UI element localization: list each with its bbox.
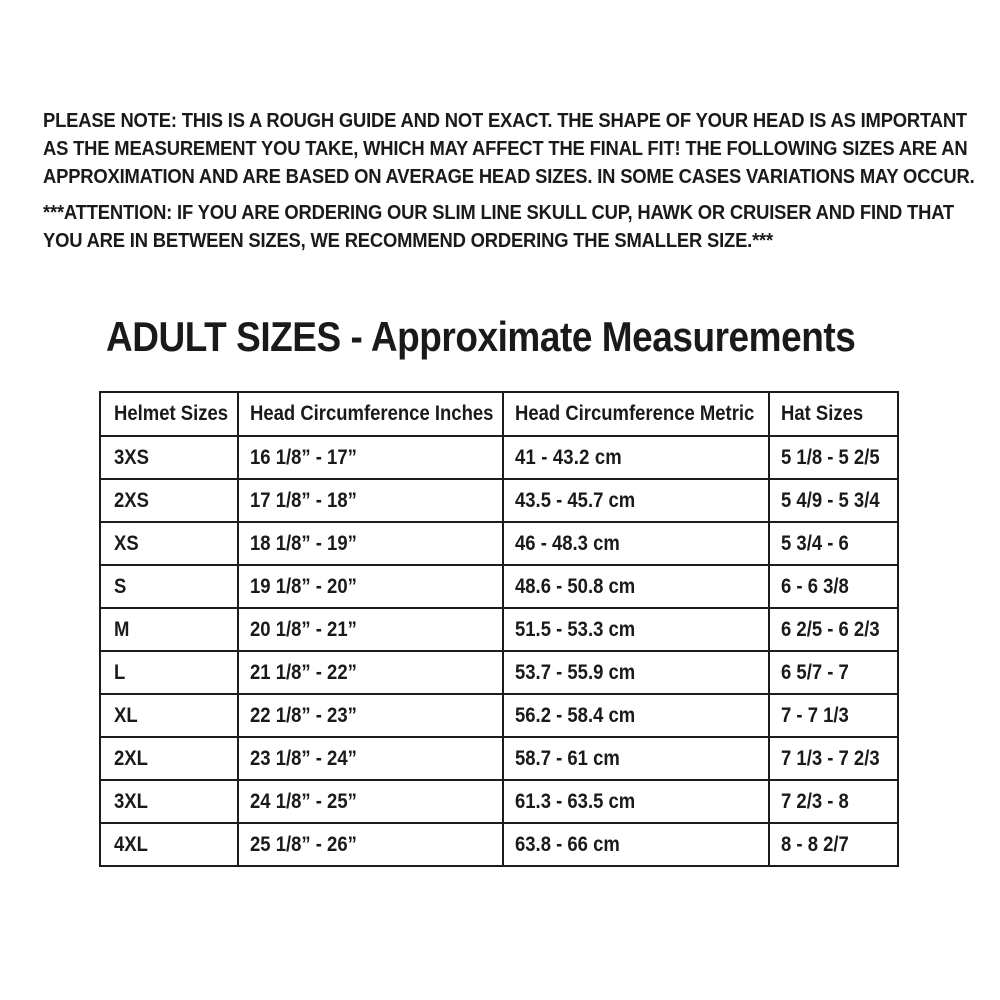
cell-inches: 25 1/8” - 26” xyxy=(238,823,503,866)
cell-inches: 18 1/8” - 19” xyxy=(238,522,503,565)
table-row xyxy=(100,737,898,780)
cell-helmet-size: 2XS xyxy=(100,479,238,522)
table-header-row xyxy=(100,392,898,436)
cell-helmet-size: S xyxy=(100,565,238,608)
column-header-helmet-sizes: Helmet Sizes xyxy=(100,392,238,436)
table-row xyxy=(100,565,898,608)
cell-helmet-size: L xyxy=(100,651,238,694)
cell-inches: 19 1/8” - 20” xyxy=(238,565,503,608)
attention-line: ***ATTENTION: IF YOU ARE ORDERING OUR SLIM LINE SKULL CUP, HAWK OR CRUISER AND FIND THAT xyxy=(43,202,954,224)
cell-hat-sizes: 6 - 6 3/8 xyxy=(769,565,898,608)
table-row xyxy=(100,436,898,479)
table-row xyxy=(100,694,898,737)
table-row xyxy=(100,479,898,522)
cell-hat-sizes: 8 - 8 2/7 xyxy=(769,823,898,866)
cell-helmet-size: M xyxy=(100,608,238,651)
cell-metric: 43.5 - 45.7 cm xyxy=(503,479,769,522)
cell-metric: 61.3 - 63.5 cm xyxy=(503,780,769,823)
please-note-paragraph xyxy=(43,107,1000,191)
table-row xyxy=(100,780,898,823)
cell-hat-sizes: 7 1/3 - 7 2/3 xyxy=(769,737,898,780)
cell-helmet-size: XS xyxy=(100,522,238,565)
cell-inches: 23 1/8” - 24” xyxy=(238,737,503,780)
table-row xyxy=(100,823,898,866)
cell-hat-sizes: 6 2/5 - 6 2/3 xyxy=(769,608,898,651)
cell-inches: 21 1/8” - 22” xyxy=(238,651,503,694)
cell-metric: 63.8 - 66 cm xyxy=(503,823,769,866)
please-note-line: AS THE MEASUREMENT YOU TAKE, WHICH MAY AFFECT THE FINAL FIT! THE FOLLOWING SIZES ARE AN xyxy=(43,138,968,160)
cell-metric: 53.7 - 55.9 cm xyxy=(503,651,769,694)
attention-line: YOU ARE IN BETWEEN SIZES, WE RECOMMEND ORDERING THE SMALLER SIZE.*** xyxy=(43,230,774,252)
cell-hat-sizes: 5 1/8 - 5 2/5 xyxy=(769,436,898,479)
please-note-line: PLEASE NOTE: THIS IS A ROUGH GUIDE AND NOT EXACT. THE SHAPE OF YOUR HEAD IS AS IMPORTANT xyxy=(43,110,967,132)
column-header-circumference-metric: Head Circumference Metric xyxy=(503,392,769,436)
cell-metric: 56.2 - 58.4 cm xyxy=(503,694,769,737)
cell-hat-sizes: 6 5/7 - 7 xyxy=(769,651,898,694)
column-header-hat-sizes: Hat Sizes xyxy=(769,392,898,436)
cell-metric: 46 - 48.3 cm xyxy=(503,522,769,565)
attention-paragraph xyxy=(43,199,1000,255)
cell-hat-sizes: 5 3/4 - 6 xyxy=(769,522,898,565)
cell-helmet-size: 3XS xyxy=(100,436,238,479)
cell-metric: 58.7 - 61 cm xyxy=(503,737,769,780)
table-row xyxy=(100,522,898,565)
cell-metric: 48.6 - 50.8 cm xyxy=(503,565,769,608)
cell-inches: 17 1/8” - 18” xyxy=(238,479,503,522)
page-title: ADULT SIZES - Approximate Measurements xyxy=(106,313,856,360)
cell-inches: 20 1/8” - 21” xyxy=(238,608,503,651)
cell-hat-sizes: 7 2/3 - 8 xyxy=(769,780,898,823)
please-note-line: APPROXIMATION AND ARE BASED ON AVERAGE HEAD SIZES. IN SOME CASES VARIATIONS MAY OCCUR. xyxy=(43,166,975,188)
cell-helmet-size: 3XL xyxy=(100,780,238,823)
cell-helmet-size: XL xyxy=(100,694,238,737)
table-row xyxy=(100,651,898,694)
cell-inches: 16 1/8” - 17” xyxy=(238,436,503,479)
cell-inches: 22 1/8” - 23” xyxy=(238,694,503,737)
cell-inches: 24 1/8” - 25” xyxy=(238,780,503,823)
cell-metric: 51.5 - 53.3 cm xyxy=(503,608,769,651)
cell-hat-sizes: 7 - 7 1/3 xyxy=(769,694,898,737)
cell-metric: 41 - 43.2 cm xyxy=(503,436,769,479)
cell-hat-sizes: 5 4/9 - 5 3/4 xyxy=(769,479,898,522)
cell-helmet-size: 2XL xyxy=(100,737,238,780)
adult-sizes-table xyxy=(99,391,899,867)
column-header-circumference-inches: Head Circumference Inches xyxy=(238,392,503,436)
cell-helmet-size: 4XL xyxy=(100,823,238,866)
table-row xyxy=(100,608,898,651)
